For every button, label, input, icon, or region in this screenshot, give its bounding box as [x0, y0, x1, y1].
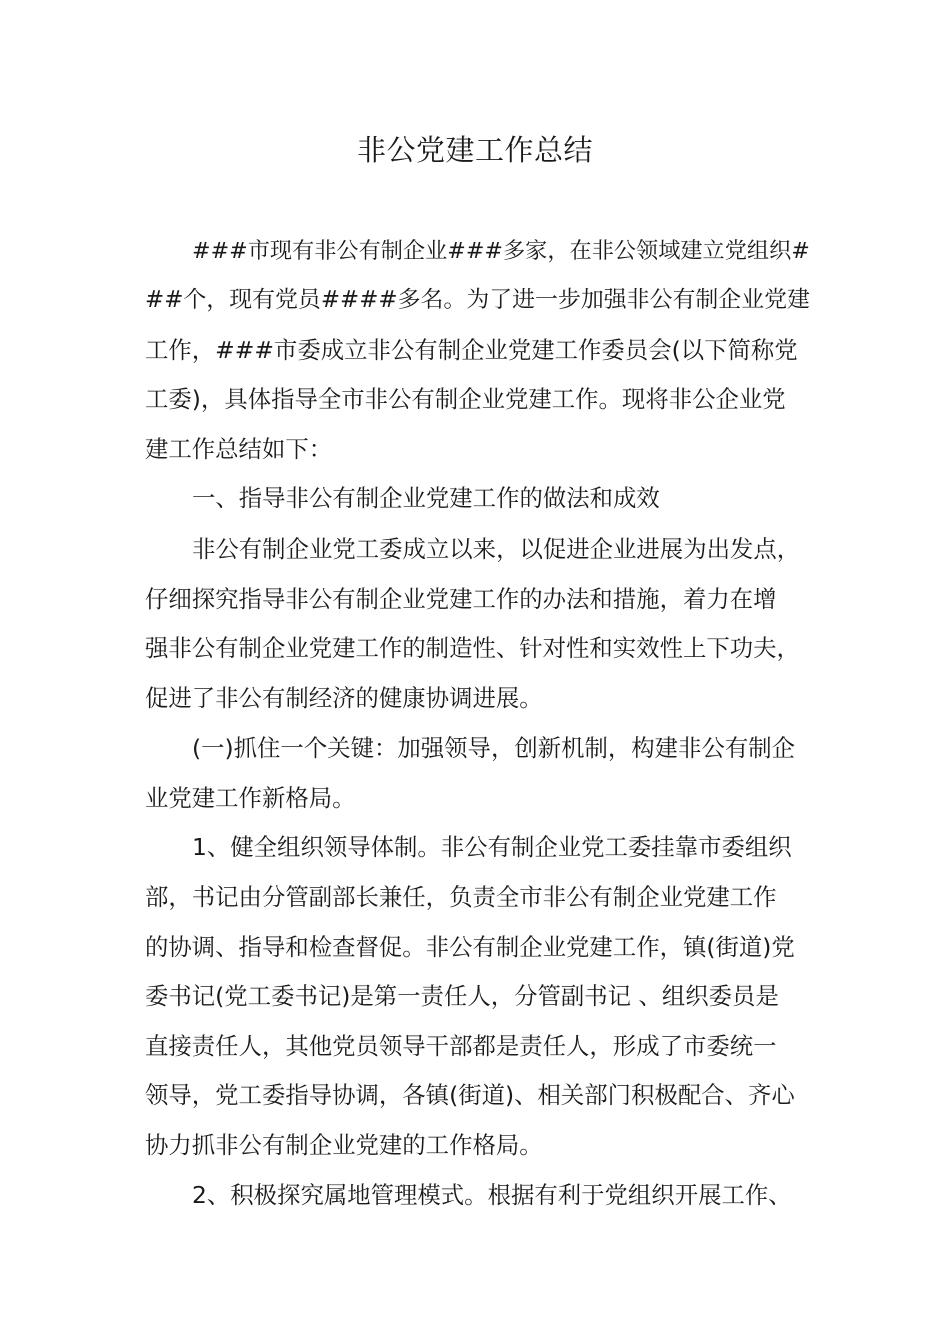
paragraph-line: 仔细探究指导非公有制企业党建工作的办法和措施，着力在增	[145, 585, 777, 613]
paragraph-line: ###市现有非公有制企业###多家，在非公领域建立党组织#	[192, 238, 810, 264]
paragraph-line: ##个，现有党员####多名。为了进一步加强非公有制企业党建	[145, 287, 810, 313]
paragraph-line: 直接责任人，其他党员领导干部都是责任人，形成了市委统一	[145, 1032, 777, 1060]
paragraph-line: 部，书记由分管副部长兼任，负责全市非公有制企业党建工作	[145, 883, 777, 911]
paragraph-line: 工作，###市委成立非公有制企业党建工作委员会(以下简称党	[145, 336, 798, 364]
section-heading: 一、指导非公有制企业党建工作的做法和成效	[192, 484, 660, 512]
paragraph-line: 建工作总结如下：	[145, 435, 333, 463]
paragraph-line: 强非公有制企业党建工作的制造性、针对性和实效性上下功夫，	[145, 634, 800, 662]
paragraph-line: 的协调、指导和检查督促。非公有制企业党建工作，镇(街道)党	[145, 933, 795, 961]
paragraph-line: 协力抓非公有制企业党建的工作格局。	[145, 1131, 543, 1159]
paragraph-line: 1、健全组织领导体制。非公有制企业党工委挂靠市委组织	[192, 833, 792, 861]
paragraph-line: 2、积极探究属地管理模式。根据有利于党组织开展工作、	[192, 1181, 792, 1209]
subsection-heading: (一)抓住一个关键：加强领导，创新机制，构建非公有制企	[192, 734, 796, 762]
paragraph-line: 领导，党工委指导协调，各镇(街道)、相关部门积极配合、齐心	[145, 1081, 795, 1109]
paragraph-line: 工委)，具体指导全市非公有制企业党建工作。现将非公企业党	[145, 385, 786, 413]
paragraph-line: 委书记(党工委书记)是第一责任人，分管副书记 、组织委员是	[145, 982, 779, 1010]
subsection-heading-cont: 业党建工作新格局。	[145, 784, 356, 812]
paragraph-line: 促进了非公有制经济的健康协调进展。	[145, 684, 543, 712]
paragraph-line: 非公有制企业党工委成立以来，以促进企业进展为出发点，	[192, 535, 801, 563]
document-title: 非公党建工作总结	[356, 133, 593, 167]
